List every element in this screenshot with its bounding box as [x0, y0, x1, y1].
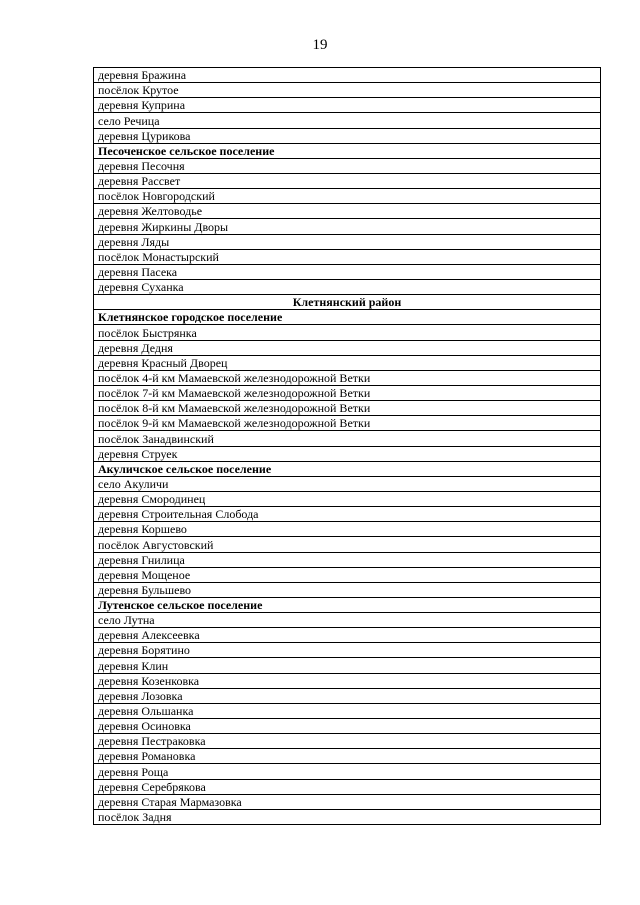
locality-name: село Лутна — [94, 613, 601, 628]
locality-row — [94, 204, 601, 219]
locality-name: деревня Пестраковка — [94, 734, 601, 749]
locality-name: деревня Желтоводье — [94, 204, 601, 219]
locality-row — [94, 749, 601, 764]
locality-row — [94, 98, 601, 113]
locality-name: деревня Куприна — [94, 98, 601, 113]
locality-row — [94, 779, 601, 794]
locality-row — [94, 401, 601, 416]
locality-name: посёлок Занадвинский — [94, 431, 601, 446]
locality-row — [94, 552, 601, 567]
settlement-header-row — [94, 310, 601, 325]
locality-row — [94, 249, 601, 264]
locality-name: деревня Борятино — [94, 643, 601, 658]
locality-name: село Акуличи — [94, 476, 601, 491]
locality-row — [94, 68, 601, 83]
locality-row — [94, 764, 601, 779]
locality-name: деревня Старая Мармазовка — [94, 794, 601, 809]
locality-name: деревня Струек — [94, 446, 601, 461]
settlement-name: Песоченское сельское поселение — [94, 143, 601, 158]
settlements-table-body — [94, 68, 601, 825]
locality-name: посёлок Новгородский — [94, 189, 601, 204]
locality-name: посёлок Задня — [94, 809, 601, 824]
locality-name: деревня Цурикова — [94, 128, 601, 143]
locality-row — [94, 340, 601, 355]
locality-name: деревня Бульшево — [94, 582, 601, 597]
locality-row — [94, 219, 601, 234]
locality-row — [94, 809, 601, 824]
locality-row — [94, 279, 601, 294]
locality-row — [94, 537, 601, 552]
locality-row — [94, 385, 601, 400]
locality-row — [94, 264, 601, 279]
locality-name: деревня Пасека — [94, 264, 601, 279]
locality-row — [94, 507, 601, 522]
locality-name: деревня Дедня — [94, 340, 601, 355]
locality-row — [94, 128, 601, 143]
locality-name: деревня Мощеное — [94, 567, 601, 582]
locality-row — [94, 325, 601, 340]
locality-name: деревня Красный Дворец — [94, 355, 601, 370]
locality-row — [94, 628, 601, 643]
locality-row — [94, 173, 601, 188]
settlement-name: Лутенское сельское поселение — [94, 597, 601, 612]
locality-row — [94, 446, 601, 461]
settlement-header-row — [94, 461, 601, 476]
settlements-table — [93, 67, 601, 825]
locality-name: деревня Гнилица — [94, 552, 601, 567]
locality-row — [94, 567, 601, 582]
locality-row — [94, 416, 601, 431]
locality-name: деревня Романовка — [94, 749, 601, 764]
locality-name: посёлок Крутое — [94, 83, 601, 98]
locality-name: посёлок Быстрянка — [94, 325, 601, 340]
locality-name: посёлок Августовский — [94, 537, 601, 552]
locality-name: село Речица — [94, 113, 601, 128]
locality-row — [94, 355, 601, 370]
locality-row — [94, 370, 601, 385]
locality-name: деревня Козенковка — [94, 673, 601, 688]
locality-name: деревня Коршево — [94, 522, 601, 537]
settlement-header-row — [94, 143, 601, 158]
locality-row — [94, 582, 601, 597]
settlement-name: Клетнянское городское поселение — [94, 310, 601, 325]
locality-row — [94, 794, 601, 809]
locality-name: деревня Ляды — [94, 234, 601, 249]
district-header-row — [94, 295, 601, 310]
locality-name: посёлок Монастырский — [94, 249, 601, 264]
locality-name: деревня Осиновка — [94, 719, 601, 734]
locality-name: деревня Ольшанка — [94, 703, 601, 718]
locality-name: деревня Жиркины Дворы — [94, 219, 601, 234]
locality-name: деревня Песочня — [94, 158, 601, 173]
locality-name: деревня Клин — [94, 658, 601, 673]
locality-name: деревня Лозовка — [94, 688, 601, 703]
locality-name: посёлок 8-й км Мамаевской железнодорожной Ветки — [94, 401, 601, 416]
page-number: 19 — [312, 37, 328, 53]
locality-row — [94, 734, 601, 749]
locality-row — [94, 158, 601, 173]
locality-row — [94, 719, 601, 734]
locality-row — [94, 113, 601, 128]
district-name: Клетнянский район — [94, 295, 601, 310]
locality-row — [94, 613, 601, 628]
locality-row — [94, 476, 601, 491]
locality-row — [94, 189, 601, 204]
locality-row — [94, 643, 601, 658]
locality-name: деревня Серебрякова — [94, 779, 601, 794]
locality-name: деревня Алексеевка — [94, 628, 601, 643]
locality-name: деревня Роща — [94, 764, 601, 779]
locality-name: посёлок 9-й км Мамаевской железнодорожной Ветки — [94, 416, 601, 431]
locality-row — [94, 658, 601, 673]
locality-row — [94, 522, 601, 537]
locality-name: деревня Рассвет — [94, 173, 601, 188]
locality-name: посёлок 7-й км Мамаевской железнодорожной Ветки — [94, 385, 601, 400]
locality-name: деревня Суханка — [94, 279, 601, 294]
locality-name: деревня Строительная Слобода — [94, 507, 601, 522]
locality-row — [94, 431, 601, 446]
locality-name: деревня Бражина — [94, 68, 601, 83]
locality-row — [94, 83, 601, 98]
settlement-header-row — [94, 597, 601, 612]
locality-name: деревня Смородинец — [94, 491, 601, 506]
locality-row — [94, 234, 601, 249]
locality-row — [94, 673, 601, 688]
locality-row — [94, 688, 601, 703]
locality-row — [94, 491, 601, 506]
locality-name: посёлок 4-й км Мамаевской железнодорожной Ветки — [94, 370, 601, 385]
locality-row — [94, 703, 601, 718]
settlement-name: Акуличское сельское поселение — [94, 461, 601, 476]
